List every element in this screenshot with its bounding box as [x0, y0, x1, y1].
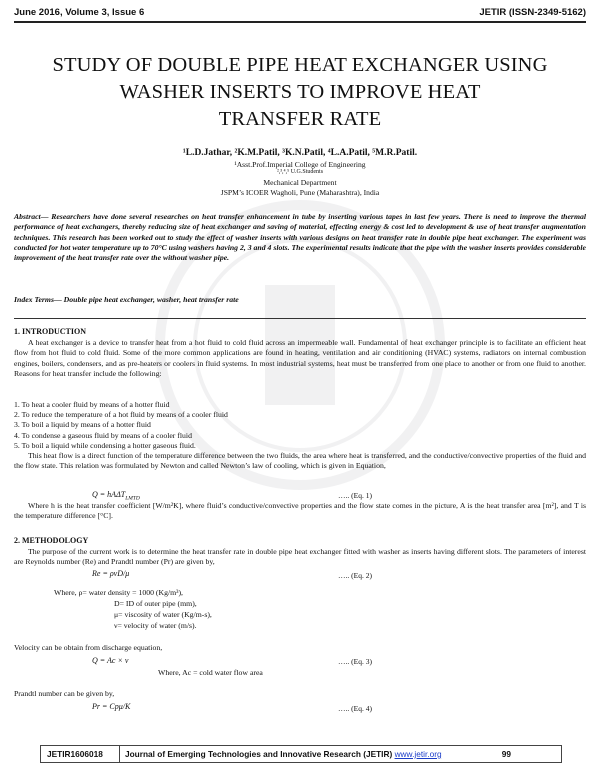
running-header [14, 7, 586, 21]
equation-1: Q = hAΔT$_{LMTD}$ [92, 490, 140, 502]
intro-paragraph-3: Where h is the heat transfer coefficient [W/m²K], where fluid’s conductive/convective properties and the flow state comes in the picture, A is the heat transfer area [m²], and T is the temperature difference [°C]. [14, 501, 586, 521]
prandtl-text: Prandtl number can be given by, [14, 689, 115, 698]
affiliation-line: Mechanical Department [263, 178, 337, 187]
affiliation-line: ²,³,⁴,⁵ U.G.Students [276, 169, 324, 175]
footer-journal: Journal of Emerging Technologies and Innovative Research (JETIR) www.jetir.org [125, 749, 442, 759]
methodology-heading: 2. METHODOLOGY [14, 536, 89, 545]
abstract: Abstract— Researchers have done several researches on heat transfer enhancement in tube by inserting various tapes in last few years. There is need to improve the thermal performance of heat exchangers, thereby reducing size of heat exchanger and saving of material, effecting energy & cost led to development & use of heat transfer augmentation techniques. This research has been worked out to study the effect of washer inserts with various designs on heat transfer rate in double pipe heat exchanger. The experiment was conducted for hot water temperature up to 70°C using washers having 2, 3 and 4 slots. The experimental results indicate that the pipe with the washer inserts provides considerable improvement of the heat transfer rate over the without washer pipe. [14, 212, 586, 263]
title-line: TRANSFER RATE [218, 108, 382, 130]
section-rule [14, 318, 586, 319]
intro-paragraph-2: This heat flow is a direct function of the temperature difference between the two fluids, the area where heat is transferred, and the conductive/convective properties of the fluid and the flow state. This relation was formulated by Newton and called Newton’s law of cooling, which is given in Equation, [14, 451, 586, 471]
header-rule [14, 21, 586, 23]
equation-2-number: ….. (Eq. 2) [338, 571, 372, 580]
list-item: 4. To condense a gaseous fluid by means of a cooler fluid [14, 431, 192, 440]
where-line: ν= velocity of water (m/s). [114, 621, 197, 630]
paper-id: JETIR1606018 [47, 749, 103, 759]
title-line: WASHER INSERTS TO IMPROVE HEAT [119, 81, 481, 103]
list-item: 2. To reduce the temperature of a hot fluid by means of a cooler fluid [14, 410, 228, 419]
intro-paragraph: A heat exchanger is a device to transfer heat from a hot fluid to cold fluid across an impermeable wall. Fundamental of heat exchanger principle is to facilitate an efficient heat flow from hot fluid to cold fluid. Some of the more common applications are found in heating, ventilation and air conditioning (HVAC) systems, radiators on internal combustion engines, boilers, condensers, and as pre-heaters or coolers in fluid systems. In most industrial systems, heat must be transferred from one place to another or from one fluid to another. Reasons for heat transfer include the following: [14, 338, 586, 378]
equation-1-number: ….. (Eq. 1) [338, 491, 372, 500]
issue-info: June 2016, Volume 3, Issue 6 [14, 7, 145, 18]
list-item: 1. To heat a cooler fluid by means of a hotter fluid [14, 400, 170, 409]
equation-4: Pr = Cpμ/K [92, 702, 131, 711]
where-line: Where, ρ= water density = 1000 (Kg/m³), [54, 588, 183, 597]
equation-3: Q = Ac × v [92, 656, 129, 665]
index-terms: Index Terms— Double pipe heat exchanger, washer, heat transfer rate [14, 295, 239, 304]
title-line: STUDY OF DOUBLE PIPE HEAT EXCHANGER USING [52, 54, 548, 76]
equation-2: Re = ρvD/μ [92, 569, 130, 578]
velocity-text: Velocity can be obtain from discharge equation, [14, 643, 163, 652]
equation-3-number: ….. (Eq. 3) [338, 657, 372, 666]
eq3-where: Where, Ac = cold water flow area [158, 668, 263, 677]
intro-heading: 1. INTRODUCTION [14, 327, 87, 336]
author-list: ¹L.D.Jathar, ²K.M.Patil, ³K.N.Patil, ⁴L.A.Patil, ⁵M.R.Patil. [182, 148, 418, 158]
footer-divider [119, 746, 120, 762]
equation-4-number: ….. (Eq. 4) [338, 704, 372, 713]
where-line: D= ID of outer pipe (mm), [114, 599, 197, 608]
affiliation-line: ¹Asst.Prof.Imperial College of Engineering [234, 160, 366, 169]
list-item: 3. To boil a liquid by means of a hotter fluid [14, 420, 151, 429]
website-link[interactable]: www.jetir.org [394, 749, 442, 759]
page-footer [40, 745, 562, 763]
affiliation-line: JSPM’s ICOER Wagholi, Pune (Maharashtra), India [220, 188, 380, 197]
where-line: μ= viscosity of water (Kg/m-s), [114, 610, 212, 619]
methodology-paragraph: The purpose of the current work is to determine the heat transfer rate in double pipe heat exchanger fitted with washer as inserts having different slots. The parameters of interest are Reynolds number (Re) and Prandtl number (Pr) are given by, [14, 547, 586, 567]
journal-issn: JETIR (ISSN-2349-5162) [479, 7, 586, 18]
list-item: 5. To boil a liquid while condensing a hotter gaseous fluid. [14, 441, 196, 450]
paper-title [0, 52, 600, 133]
page-number: 99 [501, 749, 511, 759]
